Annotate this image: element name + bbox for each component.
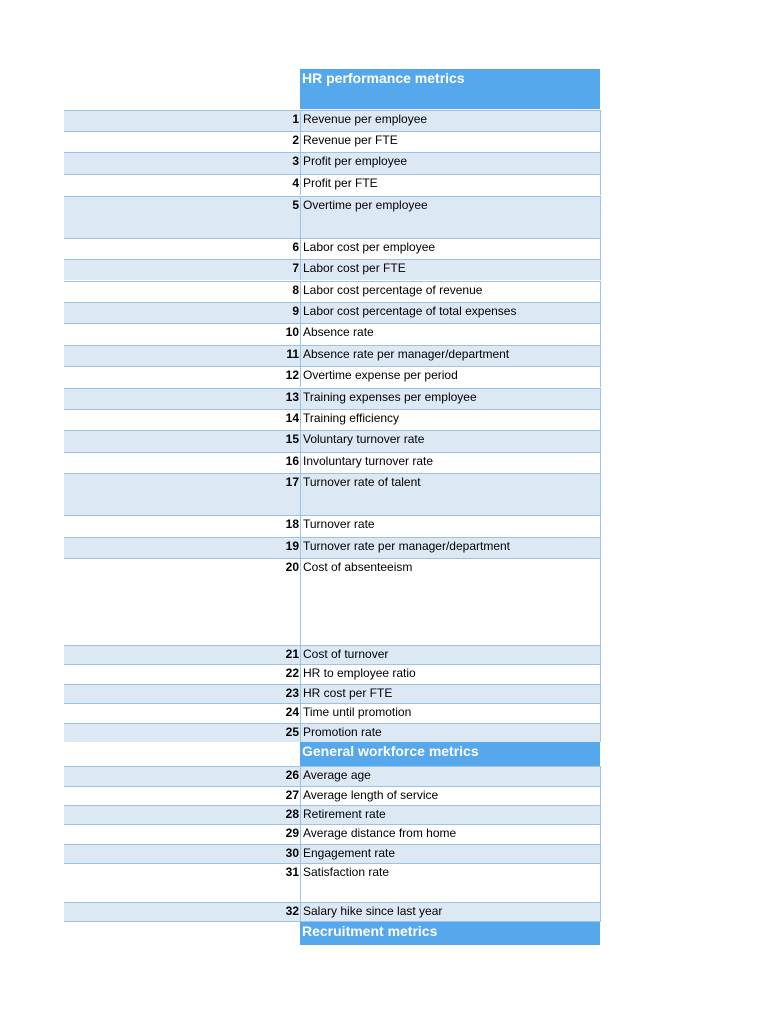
table-row: [0, 863, 768, 902]
metric-label: Time until promotion: [300, 703, 601, 723]
table-row: [0, 152, 768, 174]
metric-label: HR to employee ratio: [300, 664, 601, 684]
table-row: [0, 430, 768, 452]
metric-label: Training expenses per employee: [300, 388, 601, 409]
metric-label: Labor cost percentage of total expenses: [300, 302, 601, 323]
table-row: [0, 537, 768, 558]
table-row: [0, 323, 768, 345]
row-number: 14: [64, 409, 300, 430]
metric-label: Revenue per FTE: [300, 131, 601, 152]
table-row: [0, 805, 768, 824]
table-row: [0, 238, 768, 259]
table-row: [0, 281, 768, 302]
row-number: 29: [64, 824, 300, 844]
table-row: [0, 196, 768, 238]
table-row: [0, 388, 768, 409]
metric-label: Overtime per employee: [300, 196, 601, 238]
table-row: [0, 345, 768, 366]
section-header: HR performance metrics: [300, 69, 600, 109]
metric-label: Labor cost percentage of revenue: [300, 281, 601, 302]
table-row: [0, 259, 768, 280]
row-number: 2: [64, 131, 300, 152]
row-number: 15: [64, 430, 300, 452]
table-row: [0, 409, 768, 430]
row-number: 31: [64, 863, 300, 902]
table-row: [0, 473, 768, 515]
table-row: [0, 366, 768, 387]
section-header: Recruitment metrics: [300, 922, 600, 945]
metric-label: Average age: [300, 766, 601, 786]
metric-label: Cost of absenteeism: [300, 558, 601, 645]
row-number: 9: [64, 302, 300, 323]
metric-label: Cost of turnover: [300, 645, 601, 664]
row-number: 5: [64, 196, 300, 238]
table-row: [0, 664, 768, 684]
metric-label: Turnover rate per manager/department: [300, 537, 601, 558]
row-number: 1: [64, 110, 300, 131]
row-number: 12: [64, 366, 300, 387]
table-row: [0, 452, 768, 473]
row-number: 6: [64, 238, 300, 259]
table-row: [0, 703, 768, 723]
row-number: 30: [64, 844, 300, 863]
table-row: [0, 786, 768, 805]
metric-label: Absence rate: [300, 323, 601, 345]
section-header: General workforce metrics: [300, 742, 600, 766]
metric-label: Involuntary turnover rate: [300, 452, 601, 473]
row-number: 20: [64, 558, 300, 645]
table-row: [0, 558, 768, 645]
row-number: 18: [64, 515, 300, 537]
row-number: 4: [64, 174, 300, 195]
metric-label: Average distance from home: [300, 824, 601, 844]
row-number: 25: [64, 723, 300, 742]
metric-label: Training efficiency: [300, 409, 601, 430]
table-row: [0, 723, 768, 742]
metric-label: Engagement rate: [300, 844, 601, 863]
metric-label: Profit per FTE: [300, 174, 601, 195]
row-number: 7: [64, 259, 300, 280]
row-number: 32: [64, 902, 300, 922]
row-number: 17: [64, 473, 300, 515]
metric-label: Salary hike since last year: [300, 902, 601, 922]
row-number: 26: [64, 766, 300, 786]
metric-label: Turnover rate: [300, 515, 601, 537]
row-number: 8: [64, 281, 300, 302]
row-number: 19: [64, 537, 300, 558]
metric-label: Revenue per employee: [300, 110, 601, 131]
row-number: 21: [64, 645, 300, 664]
metric-label: HR cost per FTE: [300, 684, 601, 703]
metric-label: Labor cost per FTE: [300, 259, 601, 280]
table-row: [0, 645, 768, 664]
row-number: 11: [64, 345, 300, 366]
table-row: [0, 110, 768, 131]
row-number: 24: [64, 703, 300, 723]
row-number: 13: [64, 388, 300, 409]
row-number: 28: [64, 805, 300, 824]
table-row: [0, 131, 768, 152]
metric-label: Retirement rate: [300, 805, 601, 824]
table-row: [0, 902, 768, 922]
metric-label: Labor cost per employee: [300, 238, 601, 259]
metric-label: Absence rate per manager/department: [300, 345, 601, 366]
metric-label: Satisfaction rate: [300, 863, 601, 902]
table-row: [0, 766, 768, 786]
row-number: 23: [64, 684, 300, 703]
table-row: [0, 844, 768, 863]
table-row: [0, 174, 768, 195]
metric-label: Promotion rate: [300, 723, 601, 742]
table-row: [0, 824, 768, 844]
row-number: 27: [64, 786, 300, 805]
row-number: 3: [64, 152, 300, 174]
table-row: [0, 302, 768, 323]
table-row: [0, 515, 768, 537]
row-number: 22: [64, 664, 300, 684]
metric-label: Voluntary turnover rate: [300, 430, 601, 452]
metric-label: Overtime expense per period: [300, 366, 601, 387]
table-row: [0, 684, 768, 703]
metric-label: Average length of service: [300, 786, 601, 805]
row-number: 10: [64, 323, 300, 345]
metric-label: Turnover rate of talent: [300, 473, 601, 515]
row-number: 16: [64, 452, 300, 473]
metric-label: Profit per employee: [300, 152, 601, 174]
